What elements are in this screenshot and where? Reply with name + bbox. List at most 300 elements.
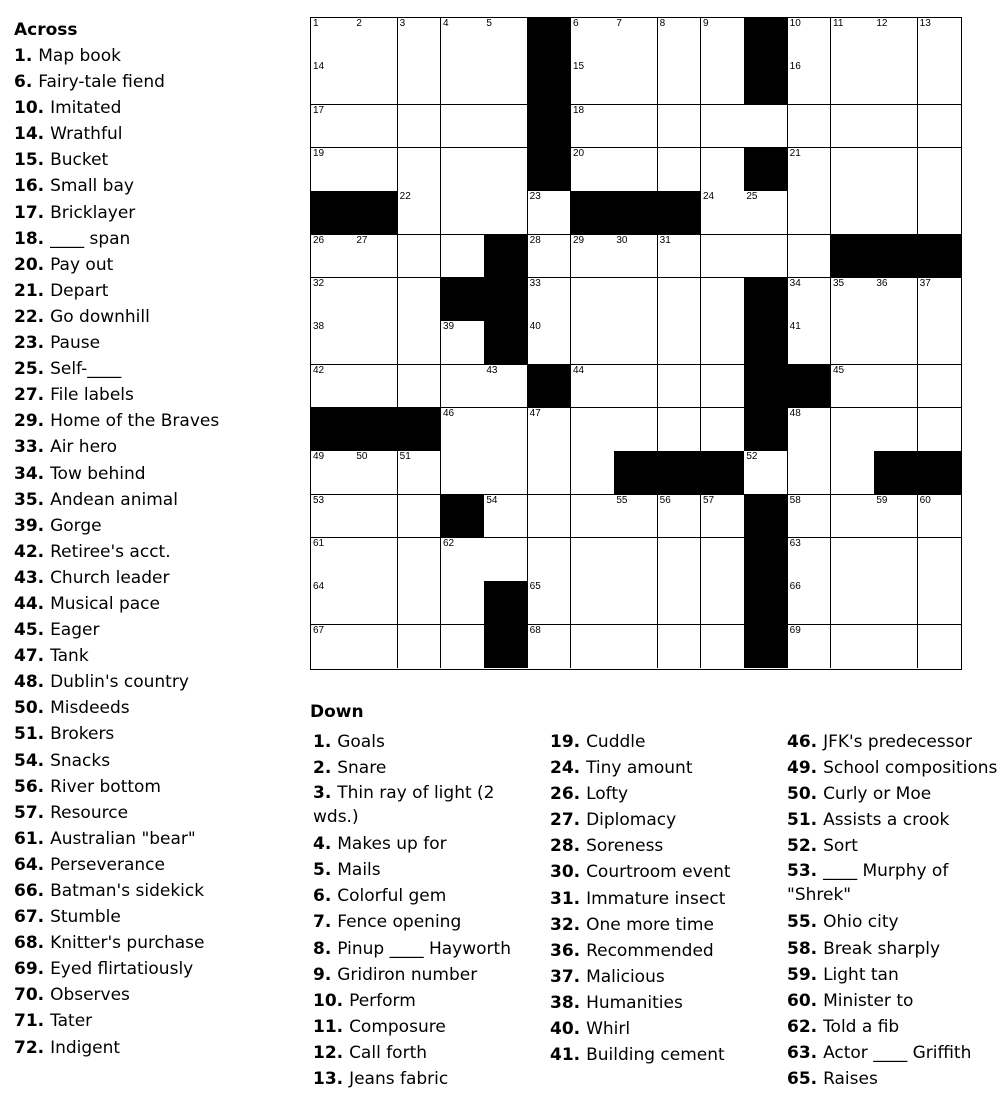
grid-cell[interactable] (441, 538, 485, 582)
clue-item[interactable]: 23. Pause (14, 333, 101, 354)
clue-item[interactable]: 43. Church leader (14, 567, 170, 588)
grid-cell[interactable] (918, 408, 961, 452)
grid-cell[interactable] (874, 408, 918, 452)
clue-number: 67 (14, 907, 38, 928)
grid-cell[interactable] (658, 408, 702, 452)
clue-item[interactable]: 10. Perform (313, 990, 416, 1011)
clue-number: 42 (14, 541, 38, 562)
cell-number: 19 (313, 148, 325, 159)
clue-item[interactable]: 4. Makes up for (313, 834, 447, 855)
grid-cell[interactable] (398, 105, 442, 149)
grid-cell[interactable] (311, 61, 355, 105)
grid-cell[interactable] (571, 538, 615, 582)
grid-cell[interactable] (528, 191, 572, 235)
grid-cell[interactable] (831, 365, 875, 409)
grid-cell[interactable] (528, 278, 572, 322)
grid-cell[interactable] (874, 538, 918, 582)
grid-cell[interactable] (398, 235, 442, 279)
grid-cell[interactable] (311, 321, 355, 365)
grid-cell[interactable] (788, 148, 832, 192)
grid-cell[interactable] (918, 538, 961, 582)
clue-item[interactable]: 70. Observes (14, 985, 130, 1006)
grid-cell[interactable] (788, 105, 832, 149)
clue-item[interactable]: 32. One more time (550, 914, 714, 935)
clue-text: Stumble (50, 907, 121, 928)
clue-item[interactable]: 44. Musical pace (14, 593, 160, 614)
grid-cell[interactable] (918, 105, 961, 149)
grid-cell[interactable] (354, 105, 398, 149)
grid-cell[interactable] (354, 148, 398, 192)
clue-item[interactable]: 51. Brokers (14, 724, 115, 745)
cell-number: 42 (313, 364, 325, 376)
clue-item[interactable]: 58. Break sharply (787, 938, 941, 959)
clue-item[interactable]: 71. Tater (14, 1011, 93, 1032)
clue-number: 55 (787, 912, 811, 933)
grid-cell[interactable] (398, 278, 442, 322)
clue-item[interactable]: 15. Bucket (14, 150, 109, 171)
clue-item[interactable]: 56. River bottom (14, 776, 161, 797)
grid-cell[interactable] (484, 61, 528, 105)
grid-cell[interactable] (658, 278, 702, 322)
grid-cell[interactable] (918, 495, 961, 539)
grid-cell[interactable] (441, 148, 485, 192)
grid-cell[interactable] (571, 495, 615, 539)
grid-block (528, 18, 572, 62)
grid-cell[interactable] (398, 538, 442, 582)
grid-cell[interactable] (484, 451, 528, 495)
grid-cell[interactable] (918, 581, 961, 625)
cell-number: 6 (573, 18, 579, 29)
grid-cell[interactable] (701, 61, 745, 105)
grid-cell[interactable] (484, 365, 528, 409)
grid-cell[interactable] (441, 18, 485, 62)
grid-cell[interactable] (744, 191, 788, 235)
grid-cell[interactable] (311, 581, 355, 625)
grid-cell[interactable] (831, 321, 875, 365)
grid-cell[interactable] (831, 538, 875, 582)
grid-cell[interactable] (571, 365, 615, 409)
grid-cell[interactable] (354, 321, 398, 365)
grid-cell[interactable] (311, 18, 355, 62)
grid-cell[interactable] (658, 495, 702, 539)
grid-cell[interactable] (744, 451, 788, 495)
grid-cell[interactable] (744, 235, 788, 279)
grid-cell[interactable] (528, 235, 572, 279)
clue-number: 39 (14, 515, 38, 536)
grid-cell[interactable] (701, 365, 745, 409)
grid-cell[interactable] (484, 538, 528, 582)
clue-item[interactable]: 18. ____ span (14, 228, 131, 249)
grid-cell[interactable] (354, 18, 398, 62)
clue-item[interactable]: 66. Batman's sidekick (14, 881, 205, 901)
clue-item[interactable]: 40. Whirl (550, 1019, 631, 1040)
grid-cell[interactable] (658, 148, 702, 192)
grid-cell[interactable] (874, 625, 918, 668)
clue-item[interactable]: 41. Building cement (550, 1045, 725, 1066)
clue-item[interactable]: 42. Retiree's acct. (14, 541, 171, 562)
grid-cell[interactable] (658, 18, 702, 62)
grid-cell[interactable] (571, 408, 615, 452)
grid-cell[interactable] (788, 278, 832, 322)
clue-item[interactable]: 72. Indigent (14, 1037, 121, 1058)
clue-item[interactable]: 53. ____ Murphy of "Shrek" (787, 861, 949, 906)
grid-cell[interactable] (658, 61, 702, 105)
grid-cell[interactable] (398, 321, 442, 365)
grid-cell[interactable] (788, 321, 832, 365)
grid-cell[interactable] (658, 235, 702, 279)
grid-cell[interactable] (614, 278, 658, 322)
grid-cell[interactable] (571, 235, 615, 279)
clue-item[interactable]: 55. Ohio city (787, 912, 899, 933)
grid-block (701, 451, 745, 495)
grid-block (788, 365, 832, 409)
clue-item[interactable]: 36. Recommended (550, 940, 714, 961)
grid-cell[interactable] (311, 105, 355, 149)
grid-block (614, 451, 658, 495)
grid-block (831, 235, 875, 279)
clue-number: 19 (550, 732, 574, 752)
grid-cell[interactable] (398, 625, 442, 668)
grid-cell[interactable] (918, 625, 961, 668)
clue-item[interactable]: 51. Assists a crook (787, 810, 950, 831)
clue-item[interactable]: 13. Jeans fabric (313, 1069, 449, 1090)
clue-item[interactable]: 65. Raises (787, 1069, 878, 1090)
grid-cell[interactable] (788, 625, 832, 668)
clue-item[interactable]: 57. Resource (14, 802, 129, 823)
clue-item[interactable]: 27. File labels (14, 385, 134, 406)
grid-cell[interactable] (571, 581, 615, 625)
grid-cell[interactable] (874, 278, 918, 322)
grid-cell[interactable] (354, 235, 398, 279)
grid-cell[interactable] (658, 321, 702, 365)
grid-cell[interactable] (788, 18, 832, 62)
grid-cell[interactable] (441, 61, 485, 105)
grid-cell[interactable] (441, 581, 485, 625)
clue-item[interactable]: 50. Misdeeds (14, 698, 130, 719)
grid-cell[interactable] (658, 581, 702, 625)
grid-cell[interactable] (484, 495, 528, 539)
grid-cell[interactable] (571, 61, 615, 105)
grid-cell[interactable] (614, 495, 658, 539)
grid-block (744, 61, 788, 105)
grid-cell[interactable] (441, 105, 485, 149)
grid-cell[interactable] (614, 18, 658, 62)
clue-item[interactable]: 62. Told a fib (787, 1016, 900, 1037)
grid-cell[interactable] (571, 105, 615, 149)
clue-item[interactable]: 48. Dublin's country (14, 672, 189, 693)
clue-item[interactable]: 33. Air hero (14, 437, 118, 458)
clue-item[interactable]: 52. Sort (787, 836, 858, 857)
grid-cell[interactable] (831, 408, 875, 452)
grid-cell[interactable] (398, 148, 442, 192)
grid-cell[interactable] (528, 321, 572, 365)
grid-cell[interactable] (311, 148, 355, 192)
clue-item[interactable]: 49. School compositions (787, 758, 998, 779)
grid-cell[interactable] (398, 451, 442, 495)
grid-cell[interactable] (398, 18, 442, 62)
grid-cell[interactable] (701, 321, 745, 365)
grid-cell[interactable] (441, 625, 485, 668)
clue-item[interactable]: 37. Malicious (550, 966, 665, 987)
clue-text: Gridiron number (337, 964, 478, 985)
grid-cell[interactable] (831, 191, 875, 235)
grid-cell[interactable] (874, 581, 918, 625)
clue-item[interactable]: 25. Self-____ (14, 359, 122, 380)
grid-cell[interactable] (614, 321, 658, 365)
cell-number: 43 (486, 364, 498, 376)
grid-cell[interactable] (354, 581, 398, 625)
grid-cell[interactable] (441, 235, 485, 279)
cell-number: 8 (659, 18, 666, 29)
grid-cell[interactable] (701, 538, 745, 582)
clue-number: 36 (550, 940, 574, 961)
clue-item[interactable]: 11. Composure (313, 1016, 446, 1037)
grid-cell[interactable] (354, 61, 398, 105)
grid-cell[interactable] (831, 61, 875, 105)
clue-item[interactable]: 34. Tow behind (14, 463, 146, 484)
grid-cell[interactable] (441, 365, 485, 409)
clue-item[interactable]: 69. Eyed flirtatiously (14, 959, 194, 980)
grid-cell[interactable] (398, 191, 442, 235)
grid-cell[interactable] (484, 148, 528, 192)
clue-item[interactable]: 50. Curly or Moe (787, 784, 932, 805)
grid-cell[interactable] (311, 235, 355, 279)
grid-cell[interactable] (311, 278, 355, 322)
clue-item[interactable]: 30. Courtroom event (550, 862, 731, 883)
clue-text: Makes up for (337, 834, 447, 855)
grid-cell[interactable] (701, 191, 745, 235)
clue-text: Cuddle (586, 732, 646, 752)
grid-cell[interactable] (701, 625, 745, 668)
grid-cell[interactable] (874, 61, 918, 105)
grid-cell[interactable] (441, 451, 485, 495)
clue-text: Batman's sidekick (50, 881, 205, 901)
grid-cell[interactable] (571, 625, 615, 668)
grid-cell[interactable] (831, 451, 875, 495)
grid-cell[interactable] (701, 495, 745, 539)
grid-cell[interactable] (788, 538, 832, 582)
grid-cell[interactable] (354, 538, 398, 582)
clue-item[interactable]: 35. Andean animal (14, 489, 178, 510)
grid-block (918, 451, 961, 495)
clue-item[interactable]: 16. Small bay (14, 176, 134, 197)
grid-cell[interactable] (484, 408, 528, 452)
grid-cell[interactable] (441, 321, 485, 365)
clue-item[interactable]: 1. Goals (313, 732, 385, 752)
grid-cell[interactable] (614, 581, 658, 625)
clue-item[interactable]: 5. Mails (313, 860, 381, 881)
grid-cell[interactable] (528, 625, 572, 668)
grid-cell[interactable] (874, 365, 918, 409)
grid-cell[interactable] (614, 61, 658, 105)
clue-item[interactable]: 6. Fairy-tale fiend (14, 72, 165, 93)
grid-cell[interactable] (918, 18, 961, 62)
grid-cell[interactable] (918, 321, 961, 365)
grid-cell[interactable] (354, 365, 398, 409)
grid-cell[interactable] (571, 148, 615, 192)
grid-cell[interactable] (918, 278, 961, 322)
grid-cell[interactable] (831, 625, 875, 668)
grid-cell[interactable] (571, 451, 615, 495)
clue-item[interactable]: 3. Thin ray of light (2 wds.) (313, 783, 495, 828)
grid-cell[interactable] (484, 105, 528, 149)
clue-item[interactable]: 1. Map book (14, 46, 121, 66)
grid-cell[interactable] (484, 18, 528, 62)
grid-cell[interactable] (874, 105, 918, 149)
clue-item[interactable]: 20. Pay out (14, 254, 114, 275)
grid-cell[interactable] (528, 408, 572, 452)
clue-item[interactable]: 26. Lofty (550, 784, 629, 805)
grid-cell[interactable] (788, 451, 832, 495)
grid-cell[interactable] (788, 408, 832, 452)
grid-cell[interactable] (918, 191, 961, 235)
grid-cell[interactable] (614, 235, 658, 279)
grid-cell[interactable] (874, 18, 918, 62)
clue-item[interactable]: 14. Wrathful (14, 124, 123, 145)
grid-cell[interactable] (701, 408, 745, 452)
grid-cell[interactable] (528, 538, 572, 582)
clue-text: Minister to (823, 990, 914, 1011)
grid-cell[interactable] (874, 321, 918, 365)
grid-block (398, 408, 442, 452)
clue-item[interactable]: 2. Snare (313, 758, 387, 779)
grid-cell[interactable] (831, 278, 875, 322)
grid-cell[interactable] (484, 191, 528, 235)
grid-cell[interactable] (744, 105, 788, 149)
clue-item[interactable]: 6. Colorful gem (313, 886, 447, 907)
grid-cell[interactable] (354, 495, 398, 539)
grid-cell[interactable] (311, 495, 355, 539)
clue-number: 53 (787, 861, 811, 882)
grid-cell[interactable] (398, 495, 442, 539)
grid-cell[interactable] (788, 191, 832, 235)
clue-item[interactable]: 54. Snacks (14, 750, 111, 771)
clue-item[interactable]: 68. Knitter's purchase (14, 933, 205, 954)
grid-cell[interactable] (311, 451, 355, 495)
grid-cell[interactable] (831, 495, 875, 539)
grid-cell[interactable] (528, 495, 572, 539)
grid-cell[interactable] (311, 538, 355, 582)
grid-cell[interactable] (614, 365, 658, 409)
grid-cell[interactable] (831, 148, 875, 192)
grid-cell[interactable] (528, 581, 572, 625)
cell-number: 51 (399, 451, 411, 463)
clue-number: 7 (313, 912, 325, 933)
grid-block (744, 625, 788, 668)
grid-cell[interactable] (831, 581, 875, 625)
clue-item[interactable]: 9. Gridiron number (313, 964, 478, 985)
grid-cell[interactable] (354, 451, 398, 495)
clue-item[interactable]: 46. JFK's predecessor (787, 732, 972, 752)
clue-item[interactable]: 67. Stumble (14, 907, 121, 928)
grid-cell[interactable] (701, 581, 745, 625)
grid-cell[interactable] (398, 581, 442, 625)
clue-item[interactable]: 8. Pinup ____ Hayworth (313, 938, 511, 959)
grid-cell[interactable] (874, 191, 918, 235)
grid-cell[interactable] (918, 61, 961, 105)
clue-item[interactable]: 28. Soreness (550, 836, 664, 857)
clue-item[interactable]: 17. Bricklayer (14, 202, 136, 223)
clue-item[interactable]: 45. Eager (14, 620, 100, 641)
grid-cell[interactable] (441, 191, 485, 235)
clue-item[interactable]: 64. Perseverance (14, 854, 165, 875)
grid-cell[interactable] (658, 105, 702, 149)
grid-cell[interactable] (701, 278, 745, 322)
clue-item[interactable]: 22. Go downhill (14, 306, 150, 327)
clue-number: 15 (14, 150, 38, 171)
grid-cell[interactable] (354, 278, 398, 322)
grid-block (918, 235, 961, 279)
grid-cell[interactable] (874, 495, 918, 539)
grid-cell[interactable] (658, 365, 702, 409)
grid-cell[interactable] (701, 148, 745, 192)
grid-cell[interactable] (354, 625, 398, 668)
clue-item[interactable]: 61. Australian "bear" (14, 828, 196, 849)
clue-item[interactable]: 59. Light tan (787, 964, 899, 985)
grid-cell[interactable] (918, 148, 961, 192)
grid-cell[interactable] (831, 105, 875, 149)
grid-cell[interactable] (658, 625, 702, 668)
clue-item[interactable]: 39. Gorge (14, 515, 102, 536)
clue-item[interactable]: 27. Diplomacy (550, 810, 677, 831)
grid-cell[interactable] (614, 625, 658, 668)
grid-cell[interactable] (788, 61, 832, 105)
grid-cell[interactable] (614, 105, 658, 149)
clue-item[interactable]: 21. Depart (14, 280, 109, 301)
clue-item[interactable]: 24. Tiny amount (550, 758, 693, 779)
grid-cell[interactable] (788, 495, 832, 539)
grid-cell[interactable] (658, 538, 702, 582)
clue-item[interactable]: 19. Cuddle (550, 732, 646, 752)
clue-item[interactable]: 12. Call forth (313, 1042, 428, 1063)
grid-cell[interactable] (614, 148, 658, 192)
grid-cell[interactable] (918, 365, 961, 409)
clue-item[interactable]: 38. Humanities (550, 992, 683, 1013)
grid-cell[interactable] (528, 451, 572, 495)
grid-cell[interactable] (441, 408, 485, 452)
grid-cell[interactable] (614, 408, 658, 452)
grid-cell[interactable] (571, 278, 615, 322)
grid-cell[interactable] (788, 581, 832, 625)
grid-cell[interactable] (311, 625, 355, 668)
grid-cell[interactable] (398, 61, 442, 105)
grid-block (484, 625, 528, 668)
grid-cell[interactable] (701, 105, 745, 149)
clue-text: Courtroom event (586, 862, 731, 883)
clue-item[interactable]: 63. Actor ____ Griffith (787, 1042, 972, 1063)
clue-item[interactable]: 7. Fence opening (313, 912, 462, 933)
clue-item[interactable]: 10. Imitated (14, 98, 122, 119)
clue-number: 47 (14, 646, 38, 667)
grid-cell[interactable] (398, 365, 442, 409)
clue-number: 3 (313, 783, 325, 804)
grid-cell[interactable] (614, 538, 658, 582)
clue-item[interactable]: 60. Minister to (787, 990, 914, 1011)
clue-item[interactable]: 47. Tank (14, 646, 89, 667)
clue-number: 35 (14, 489, 38, 510)
clue-item[interactable]: 31. Immature insect (550, 888, 726, 909)
grid-cell[interactable] (788, 235, 832, 279)
grid-cell[interactable] (571, 321, 615, 365)
grid-cell[interactable] (701, 18, 745, 62)
grid-cell[interactable] (701, 235, 745, 279)
grid-cell[interactable] (831, 18, 875, 62)
grid-block (744, 278, 788, 322)
grid-cell[interactable] (571, 18, 615, 62)
grid-cell[interactable] (874, 148, 918, 192)
clue-item[interactable]: 29. Home of the Braves (14, 411, 220, 432)
grid-cell[interactable] (311, 365, 355, 409)
